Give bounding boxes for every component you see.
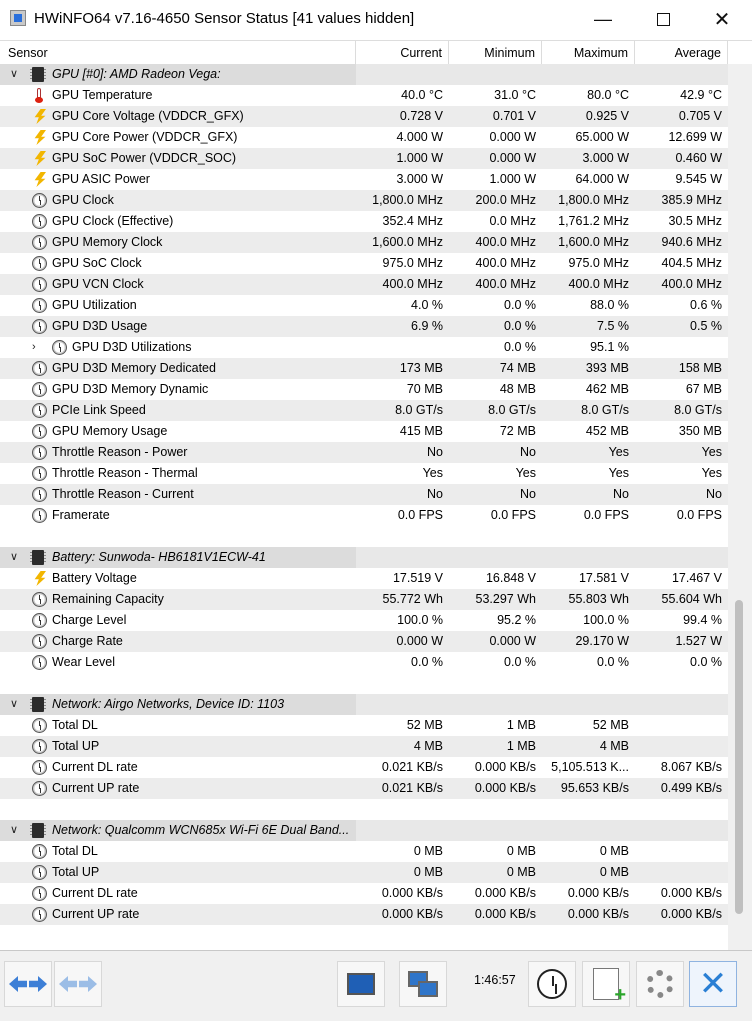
thermometer-icon [35,88,43,103]
value-average: 0.000 KB/s [660,886,722,900]
value-maximum: 95.653 KB/s [560,781,629,795]
value-current: 55.772 Wh [382,592,443,606]
value-minimum: 400.0 MHz [475,256,536,270]
sensor-row[interactable] [0,505,728,526]
sensor-row[interactable] [0,736,728,757]
gear-icon [646,970,674,998]
value-maximum: 0.0 FPS [583,508,629,522]
value-average: 158 MB [678,361,722,375]
clock-icon [32,739,47,754]
value-maximum: 1,800.0 MHz [558,193,629,207]
group-label: Network: Airgo Networks, Device ID: 1103 [52,697,285,711]
elapsed-time: 1:46:57 [474,973,516,987]
value-minimum: 0.0 % [504,298,536,312]
value-minimum: 0.0 % [504,340,536,354]
value-current: 1,600.0 MHz [372,235,443,249]
value-minimum: 31.0 °C [494,88,536,102]
value-current: 0.000 KB/s [381,886,443,900]
clock-icon [32,319,47,334]
value-maximum: 393 MB [585,361,629,375]
sensor-row[interactable] [0,106,728,127]
clock-icon [32,487,47,502]
monitor-button[interactable] [337,961,385,1007]
sensor-label: GPU Memory Usage [52,424,168,438]
value-current: 0.000 W [396,634,443,648]
value-average: 42.9 °C [680,88,722,102]
sensor-label: Wear Level [52,655,115,669]
sensor-label: Remaining Capacity [52,592,164,606]
value-average: 30.5 MHz [668,214,722,228]
value-maximum: 100.0 % [583,613,629,627]
sensor-label: Throttle Reason - Current [52,487,194,501]
sensor-label: GPU Clock [52,193,114,207]
value-minimum: 0.701 V [492,109,536,123]
value-minimum: 0.0 % [504,319,536,333]
value-current: 40.0 °C [401,88,443,102]
value-maximum: 29.170 W [575,634,629,648]
network-button[interactable] [399,961,447,1007]
value-minimum: 400.0 MHz [475,277,536,291]
value-minimum: No [520,445,536,459]
value-average: 0.000 KB/s [660,907,722,921]
value-maximum: 7.5 % [597,319,629,333]
footer-toolbar [0,950,752,1021]
app-icon [10,10,26,26]
value-average: 385.9 MHz [661,193,722,207]
chip-icon [32,550,44,565]
clock-icon [32,403,47,418]
value-current: 400.0 MHz [382,277,443,291]
sensor-row[interactable] [0,337,728,358]
value-current: 0.0 FPS [397,508,443,522]
clock-icon [32,634,47,649]
collapse-chevron-icon[interactable]: ∨ [10,698,19,710]
value-current: Yes [422,466,443,480]
value-maximum: 400.0 MHz [568,277,629,291]
value-maximum: No [613,487,629,501]
sensor-label: Charge Level [52,613,127,627]
sensor-row[interactable] [0,148,728,169]
value-average [635,736,722,757]
sensor-label: Total DL [52,718,98,732]
clock-icon [32,886,47,901]
sensor-group-row[interactable] [0,64,728,85]
clock-icon [52,340,67,355]
sensor-label: GPU D3D Usage [52,319,148,333]
value-minimum: 0 MB [506,844,536,858]
header-sensor[interactable]: Sensor [0,41,356,65]
value-maximum: Yes [608,466,629,480]
sensor-label: Battery Voltage [52,571,137,585]
sensor-row[interactable] [0,211,728,232]
arrows-disabled-icon [59,974,97,994]
value-current: 1,800.0 MHz [372,193,443,207]
value-minimum: 1.000 W [489,172,536,186]
value-average: Yes [701,466,722,480]
value-minimum: 72 MB [499,424,536,438]
sensor-row[interactable] [0,379,728,400]
group-label: Network: Qualcomm WCN685x Wi-Fi 6E Dual Band... [52,823,350,837]
value-maximum: 5,105.513 K... [551,760,629,774]
value-minimum: 0.0 FPS [490,508,536,522]
sensor-row[interactable] [0,400,728,421]
sensor-row[interactable] [0,232,728,253]
monitor-icon [347,973,375,995]
sensor-row[interactable] [0,757,728,778]
sensor-label: Total UP [52,739,100,753]
value-maximum: 3.000 W [582,151,629,165]
group-values-bg [356,64,728,85]
value-current: 6.9 % [411,319,443,333]
sensor-row[interactable] [0,778,728,799]
value-average [635,841,722,862]
value-current: No [427,445,443,459]
value-average: 0.460 W [675,151,722,165]
sensor-group-row[interactable] [0,694,728,715]
value-maximum: 8.0 GT/s [581,403,629,417]
arrows-icon [9,974,47,994]
value-minimum: 0.000 KB/s [474,760,536,774]
value-maximum: 0.0 % [597,655,629,669]
value-minimum: 8.0 GT/s [488,403,536,417]
chip-icon [32,697,44,712]
value-average: 350 MB [678,424,722,438]
value-current: 100.0 % [397,613,443,627]
value-maximum: 1,761.2 MHz [558,214,629,228]
header-minimum[interactable]: Minimum [449,41,542,65]
log-button[interactable] [582,961,630,1007]
value-current [356,337,443,358]
maximize-icon [657,13,670,26]
clock-icon [32,865,47,880]
value-average: 1.527 W [675,634,722,648]
value-maximum: 17.581 V [578,571,629,585]
clock-icon [32,445,47,460]
value-average: Yes [701,445,722,459]
value-average: 0.6 % [690,298,722,312]
value-current: 0 MB [413,865,443,879]
value-average: 99.4 % [683,613,722,627]
value-maximum: 95.1 % [590,340,629,354]
value-current: 70 MB [406,382,443,396]
sensor-row[interactable] [0,169,728,190]
value-current: 17.519 V [392,571,443,585]
value-minimum: No [520,487,536,501]
sensor-label: GPU D3D Memory Dedicated [52,361,216,375]
close-button[interactable]: ✕ [713,8,731,31]
clock-icon [32,781,47,796]
value-current: No [427,487,443,501]
clock-icon [32,466,47,481]
sensor-row[interactable] [0,862,728,883]
value-maximum: 975.0 MHz [568,256,629,270]
header-maximum[interactable]: Maximum [542,41,635,65]
voltage-icon [34,172,46,187]
value-average: 0.5 % [690,319,722,333]
clock-icon [32,508,47,523]
group-values-bg [356,547,728,568]
sensor-row[interactable] [0,904,728,925]
value-minimum: 0.000 KB/s [474,781,536,795]
value-average: 12.699 W [668,130,722,144]
collapse-chevron-icon[interactable]: ∨ [10,68,19,80]
value-current: 4.000 W [396,130,443,144]
value-current: 352.4 MHz [382,214,443,228]
sensor-row[interactable] [0,652,728,673]
clock-icon [32,424,47,439]
value-maximum: 88.0 % [590,298,629,312]
sensor-row[interactable] [0,463,728,484]
value-current: 975.0 MHz [382,256,443,270]
nav-arrows-button[interactable] [4,961,52,1007]
value-maximum: 462 MB [585,382,629,396]
sensor-row[interactable] [0,127,728,148]
clock-icon [32,193,47,208]
sensor-row[interactable] [0,316,728,337]
value-minimum: 0.000 W [489,151,536,165]
value-maximum: 52 MB [592,718,629,732]
sensor-label: GPU SoC Clock [52,256,142,270]
spacer-row [0,673,728,694]
sensor-row[interactable] [0,484,728,505]
value-minimum: 16.848 V [485,571,536,585]
value-current: 1.000 W [396,151,443,165]
value-minimum: 1 MB [506,718,536,732]
value-maximum: 1,600.0 MHz [558,235,629,249]
clock-icon [32,592,47,607]
sensor-label: Throttle Reason - Power [52,445,188,459]
group-label: Battery: Sunwoda- HB6181V1ECW-41 [52,550,266,564]
group-label: GPU [#0]: AMD Radeon Vega: [52,67,221,81]
sensor-label: Total UP [52,865,100,879]
value-maximum: 4 MB [599,739,629,753]
network-icon [408,971,438,997]
value-average: 9.545 W [675,172,722,186]
document-add-icon [593,968,619,1000]
clock-icon [32,361,47,376]
sensor-row[interactable] [0,190,728,211]
sensor-group-row[interactable] [0,820,728,841]
value-minimum: Yes [515,466,536,480]
sensor-label: Current DL rate [52,760,138,774]
column-header [0,40,752,66]
value-current: 0.728 V [399,109,443,123]
sensor-row[interactable] [0,421,728,442]
sensor-row[interactable] [0,253,728,274]
clock-icon [32,718,47,733]
sensor-label: Current UP rate [52,781,140,795]
value-minimum: 0.000 W [489,634,536,648]
voltage-icon [34,151,46,166]
sensor-row[interactable] [0,274,728,295]
value-current: 8.0 GT/s [395,403,443,417]
sensor-row[interactable] [0,631,728,652]
sensor-label: GPU SoC Power (VDDCR_SOC) [52,151,237,165]
value-current: 0.000 KB/s [381,907,443,921]
value-maximum: 0.000 KB/s [567,907,629,921]
spacer-row [0,526,728,547]
maximize-button[interactable] [636,0,690,38]
header-average[interactable]: Average [635,41,728,65]
value-current: 0.0 % [411,655,443,669]
collapse-chevron-icon[interactable]: ∨ [10,824,19,836]
sensor-label: GPU D3D Utilizations [72,340,192,354]
value-average: 404.5 MHz [661,256,722,270]
chip-icon [32,67,44,82]
sensor-label: Current DL rate [52,886,138,900]
sensor-table [0,64,728,948]
minimize-button[interactable]: — [594,8,612,29]
value-maximum: 80.0 °C [587,88,629,102]
close-icon: ✕ [698,965,728,1003]
clock-icon [32,613,47,628]
clock-icon [32,235,47,250]
value-current: 4.0 % [411,298,443,312]
clock-icon [32,298,47,313]
sensor-label: Charge Rate [52,634,123,648]
value-current: 4 MB [413,739,443,753]
clock-icon [32,760,47,775]
clock-reset-button[interactable] [528,961,576,1007]
voltage-icon [34,130,46,145]
value-average: 400.0 MHz [661,277,722,291]
value-minimum: 0.000 KB/s [474,907,536,921]
sensor-label: GPU Utilization [52,298,137,312]
clock-icon [537,969,567,999]
clock-icon [32,256,47,271]
value-minimum: 1 MB [506,739,536,753]
clock-icon [32,214,47,229]
sensor-row[interactable] [0,85,728,106]
value-average: 940.6 MHz [661,235,722,249]
value-maximum: 64.000 W [575,172,629,186]
value-minimum: 74 MB [499,361,536,375]
nav-arrows-button-disabled[interactable] [54,961,102,1007]
value-average: No [706,487,722,501]
value-maximum: 0.000 KB/s [567,886,629,900]
window-title: HWiNFO64 v7.16-4650 Sensor Status [41 values hidden] [34,10,415,27]
header-current[interactable]: Current [356,41,449,65]
value-average [635,337,722,358]
sensor-label: GPU Core Voltage (VDDCR_GFX) [52,109,244,123]
sensor-row[interactable] [0,295,728,316]
value-average: 0.705 V [678,109,722,123]
spacer-row [0,799,728,820]
value-average: 0.0 % [690,655,722,669]
sensor-label: GPU ASIC Power [52,172,150,186]
value-maximum: 65.000 W [575,130,629,144]
value-minimum: 0 MB [506,865,536,879]
sensor-label: GPU Core Power (VDDCR_GFX) [52,130,238,144]
clock-icon [32,382,47,397]
sensor-label: GPU VCN Clock [52,277,144,291]
clock-icon [32,277,47,292]
value-average: 55.604 Wh [661,592,722,606]
scrollbar-thumb[interactable] [735,600,743,914]
sensor-group-row[interactable] [0,547,728,568]
value-maximum: 0.925 V [585,109,629,123]
value-current: 173 MB [399,361,443,375]
spacer-row [0,925,728,946]
value-minimum: 53.297 Wh [475,592,536,606]
value-average: 67 MB [685,382,722,396]
value-current: 0 MB [413,844,443,858]
sensor-label: GPU Clock (Effective) [52,214,174,228]
value-current: 415 MB [399,424,443,438]
sensor-row[interactable] [0,715,728,736]
value-average: 17.467 V [671,571,722,585]
sensor-label: PCIe Link Speed [52,403,146,417]
expand-chevron-icon[interactable]: › [32,341,36,353]
sensor-label: GPU D3D Memory Dynamic [52,382,209,396]
value-current: 3.000 W [396,172,443,186]
value-minimum: 200.0 MHz [475,193,536,207]
close-sensors-button[interactable] [689,961,737,1007]
title-bar [0,0,752,38]
chip-icon [32,823,44,838]
value-average: 0.499 KB/s [660,781,722,795]
value-maximum: 0 MB [599,865,629,879]
value-minimum: 0.0 MHz [489,214,536,228]
sensor-row[interactable] [0,883,728,904]
sensor-label: GPU Temperature [52,88,153,102]
value-minimum: 0.000 W [489,130,536,144]
sensor-label: Current UP rate [52,907,140,921]
value-minimum: 0.000 KB/s [474,886,536,900]
value-average [635,715,722,736]
sensor-row[interactable] [0,568,728,589]
sensor-label: Total DL [52,844,98,858]
clock-icon [32,907,47,922]
voltage-icon [34,109,46,124]
clock-icon [32,655,47,670]
sensor-row[interactable] [0,610,728,631]
value-maximum: 55.803 Wh [568,592,629,606]
value-minimum: 48 MB [499,382,536,396]
voltage-icon [34,571,46,586]
value-current: 0.021 KB/s [381,781,443,795]
sensor-label: Throttle Reason - Thermal [52,466,198,480]
value-minimum: 95.2 % [497,613,536,627]
sensor-row[interactable] [0,589,728,610]
value-current: 0.021 KB/s [381,760,443,774]
group-values-bg [356,820,728,841]
sensor-row[interactable] [0,442,728,463]
value-average: 0.0 FPS [676,508,722,522]
sensor-row[interactable] [0,358,728,379]
value-average [635,862,722,883]
settings-button[interactable] [636,961,684,1007]
value-average: 8.0 GT/s [674,403,722,417]
value-average: 8.067 KB/s [660,760,722,774]
sensor-row[interactable] [0,841,728,862]
value-minimum: 400.0 MHz [475,235,536,249]
group-values-bg [356,694,728,715]
sensor-label: GPU Memory Clock [52,235,163,249]
value-maximum: Yes [608,445,629,459]
sensor-label: Framerate [52,508,110,522]
clock-icon [32,844,47,859]
collapse-chevron-icon[interactable]: ∨ [10,551,19,563]
value-minimum: 0.0 % [504,655,536,669]
value-current: 52 MB [406,718,443,732]
value-maximum: 452 MB [585,424,629,438]
value-maximum: 0 MB [599,844,629,858]
